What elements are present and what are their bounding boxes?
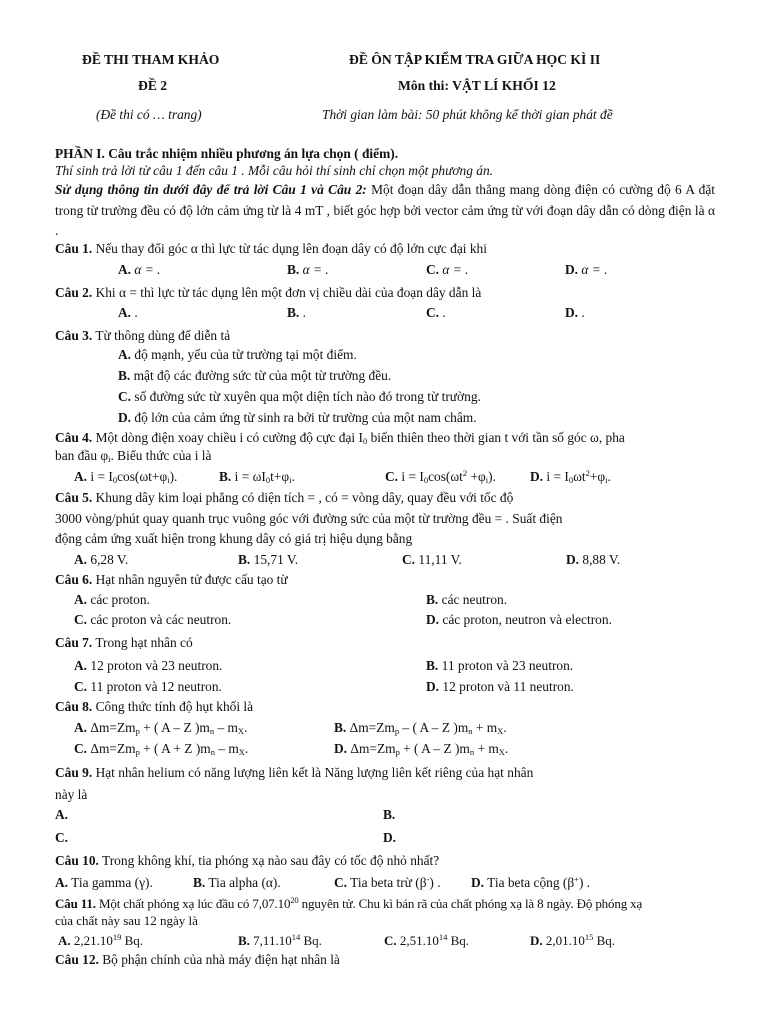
question-text: Công thức tính độ hụt khối là [92,699,254,714]
q7-option-b [426,658,573,674]
q7-option-d [426,679,574,695]
q4-option-b: B. $i = \omega I_0t+\varphi_i$. [219,469,295,485]
q3-option-d [118,410,477,426]
question-text: Khi α = thì lực từ tác dụng lên một đơn vị chiều dài của đoạn dây dẫn là [92,285,482,300]
q4-option-c: C. $i = I_0\cos(\omega t^2 +\varphi_i)$. [385,468,496,485]
option-label: B. [426,658,439,673]
q1-option-a [118,262,161,278]
question-text: Bộ phận chính của nhà máy điện hạt nhân là [98,952,340,967]
q8-option-b: B. $\Delta m=Zm_p$ – ( A – Z )$m_n + m_X$. [334,720,507,736]
q8-option-a: A. $\Delta m=Zm_p$ + ( A – Z )$m_n - m_X$. [74,720,248,736]
q3-option-c [118,389,481,405]
q10-option-b [193,875,281,891]
q3-option-b [118,368,391,384]
option-label: C. [334,875,348,890]
option-text: các proton, neutron và electron. [439,612,612,627]
q6-option-b [426,592,507,608]
question-label: Câu 3. [55,328,93,343]
option-text: α = . [134,262,161,277]
option-label: A. [74,658,88,673]
question-5-cont: 3000 vòng/phút quay quanh trục vuông góc với đường sức của một từ trường đều = . Suất điện [55,511,563,526]
option-label: D. [530,933,543,948]
option-text: Tia alpha (α). [205,875,281,890]
question-text: nguyên tử. Chu kì bán rã của chất phóng xạ là 8 ngày. Độ phóng xạ [298,896,643,911]
option-label: A. [74,552,88,567]
option-label: C. [384,933,397,948]
superscript: 19 [112,932,122,942]
question-text: . Biểu thức của i là [110,448,212,463]
option-text: Bq. [593,933,616,948]
option-label: C. [118,389,132,404]
question-text: Trong hạt nhân có [92,635,193,650]
question-9 [55,765,533,781]
question-label: Câu 5. [55,490,93,505]
option-label: A. [55,875,69,890]
option-label: A. [118,262,132,277]
superscript: 14 [291,932,301,942]
option-text: 12 proton và 11 neutron. [439,679,574,694]
q1-option-d [565,262,608,278]
question-text: Hạt nhân helium có năng lượng liên kết là Năng lượng liên kết riêng của hạt nhân [92,765,534,780]
question-text: Khung dây kim loại phẳng có diện tích = , có = vòng dây, quay đều với tốc độ [92,490,514,505]
question-8 [55,699,253,715]
option-text: Tia beta cộng (β [484,875,575,890]
option-text: ) . [578,875,591,890]
option-label: C. [74,679,88,694]
option-text: 11 proton và 23 neutron. [438,658,574,673]
option-text: mật độ các đường sức từ của một từ trường đều. [130,368,392,383]
option-text: . [131,305,138,320]
question-label: Câu 4. [55,430,93,445]
option-text: ) . [429,875,441,890]
option-label: D. [565,305,579,320]
question-text: Hạt nhân nguyên tử được cấu tạo từ [92,572,288,587]
q6-option-d [426,612,612,628]
option-label: A. [118,305,132,320]
part1-instruction: Thí sinh trả lời từ câu 1 đến câu 1 . Mỗi câu hỏi thí sinh chỉ chọn một phương án. [55,163,494,178]
q11-option-d [530,933,615,949]
question-label: Câu 9. [55,765,93,780]
option-label: B. [118,368,131,383]
q10-option-a [55,875,153,891]
q9-option-b: B. [383,807,396,822]
question-text: Nếu thay đổi góc α thì lực từ tác dụng lên đoạn dây có độ lớn cực đại khi [92,241,487,256]
option-text: . [299,305,306,320]
q6-option-c [74,612,231,628]
option-label: B. [334,720,347,735]
q3-option-a [118,347,357,363]
question-label: Câu 8. [55,699,93,714]
option-text: 12 proton và 23 neutron. [87,658,223,673]
q9-option-a: A. [55,807,69,822]
question-text: Trong không khí, tia phóng xạ nào sau đây có tốc độ nhỏ nhất? [98,853,440,868]
subscript: i [108,454,111,464]
option-label: C. [74,612,88,627]
option-text: Tia gamma (γ). [68,875,153,890]
shared-context-text: Một đoạn dây dẫn thẳng mang dòng điện có cường độ 6 A đặt trong từ trường đều có độ lớn cảm ứng từ là 4 mT , biết góc hợp bởi vector cảm ứng từ với đoạn dây dẫn có dòng điện là α . [55,182,716,238]
superscript: 20 [290,895,299,905]
option-label: D. [426,612,440,627]
q7-option-c [74,679,222,695]
subscript: 0 [362,436,368,446]
question-text: biến thiên theo thời gian t với tần số góc ω, pha [367,430,625,445]
q7-option-a [74,658,222,674]
option-label: B. [219,469,232,484]
option-label: D. [334,741,348,756]
superscript: 14 [438,932,448,942]
option-label: B. [287,262,300,277]
question-2 [55,285,481,301]
q11-option-b [238,933,322,949]
option-label: A. [74,469,88,484]
option-text: α = . [302,262,329,277]
question-5 [55,490,513,506]
option-label: C. [426,305,440,320]
question-11 [55,896,642,912]
question-5-cont2: động cảm ứng xuất hiện trong khung dây có giá trị hiệu dụng bằng [55,531,413,546]
superscript: + [574,874,579,884]
q4-option-d: D. $i = I_0\omega t^2+\varphi_i$. [530,468,611,485]
question-label: Câu 1. [55,241,93,256]
superscript: 15 [584,932,594,942]
option-text: 2,21.10 [70,933,113,948]
option-text: Bq. [447,933,470,948]
q5-option-b [238,552,298,568]
option-text: số đường sức từ xuyên qua một diện tích nào đó trong từ trường. [131,389,481,404]
exam-type: ĐỀ THI THAM KHẢO [82,52,220,67]
option-label: A. [74,592,88,607]
option-text: . [578,305,585,320]
option-text: 6,28 V. [87,552,129,567]
q2-option-b [287,305,306,321]
option-text: độ lớn của cảm ứng từ sinh ra bởi từ trường của một nam châm. [131,410,477,425]
q8-option-d: D. $\Delta m=Zm_p$ + ( A – Z )$m_n + m_X$. [334,741,509,757]
option-label: D. [426,679,440,694]
shared-context-lead: Sử dụng thông tin dưới đây để trả lời Câu 1 và Câu 2: [55,182,367,197]
question-7 [55,635,193,651]
q9-option-d: D. [383,830,397,845]
option-text: các proton và các neutron. [87,612,232,627]
option-label: B. [426,592,439,607]
question-4 [55,430,625,446]
question-12 [55,952,340,968]
question-text: ban đầu φ [55,448,109,463]
q6-option-a [74,592,150,608]
option-text: 15,71 V. [250,552,299,567]
option-text: 11,11 V. [415,552,462,567]
question-6 [55,572,288,588]
q5-option-d [566,552,620,568]
shared-context [55,180,715,242]
q4-option-a: A. $i = I_0\cos(\omega t+\varphi_i)$. [74,469,178,485]
q5-option-c [402,552,462,568]
question-label: Câu 7. [55,635,93,650]
question-3 [55,328,230,344]
q8-option-c: C. $\Delta m=Zm_p$ + ( A + Z )$m_n - m_X$. [74,741,249,757]
q1-option-c [426,262,469,278]
option-text: Tia beta trừ (β [347,875,427,890]
question-9-cont: này là [55,787,88,802]
option-text: α = . [581,262,608,277]
question-label: Câu 11. [55,896,96,911]
option-text: 11 proton và 12 neutron. [87,679,222,694]
option-text: độ mạnh, yếu của từ trường tại một điểm. [131,347,357,362]
page-count: (Đề thi có … trang) [96,107,202,122]
option-label: C. [402,552,416,567]
option-text: 2,51.10 [396,933,439,948]
q11-option-a [58,933,143,949]
option-label: A. [74,720,88,735]
option-label: B. [287,305,300,320]
option-text: 2,01.10 [542,933,585,948]
option-text: 8,88 V. [579,552,621,567]
time-limit: Thời gian làm bài: 50 phút không kể thời gian phát đề [322,107,613,122]
option-text: Bq. [300,933,322,948]
option-label: C. [385,469,399,484]
option-label: B. [193,875,206,890]
question-4-cont [55,448,211,464]
exam-title: ĐỀ ÔN TẬP KIỂM TRA GIỮA HỌC KÌ II [349,52,601,67]
option-label: B. [238,552,251,567]
option-text: . [439,305,446,320]
option-text: α = . [442,262,469,277]
question-label: Câu 10. [55,853,99,868]
q11-option-c [384,933,469,949]
part1-title: PHẦN I. Câu trắc nhiệm nhiều phương án lựa chọn ( điểm). [55,146,399,161]
question-label: Câu 6. [55,572,93,587]
q9-option-c: C. [55,830,69,845]
exam-code: ĐỀ 2 [138,78,168,93]
question-10 [55,853,439,869]
option-text: các proton. [87,592,150,607]
question-label: Câu 2. [55,285,93,300]
question-1 [55,241,487,257]
option-text: Bq. [121,933,144,948]
q2-option-d [565,305,585,321]
q2-option-a [118,305,138,321]
option-label: D. [566,552,580,567]
q2-option-c [426,305,446,321]
option-label: B. [238,933,250,948]
option-label: C. [74,741,88,756]
option-text: 7,11.10 [249,933,292,948]
q1-option-b [287,262,329,278]
option-label: D. [565,262,579,277]
question-text: Một chất phóng xạ lúc đầu có 7,07.10 [95,896,291,911]
option-label: A. [58,933,71,948]
option-text: các neutron. [438,592,508,607]
option-label: D. [530,469,544,484]
question-text: Từ thông dùng để diễn tả [92,328,231,343]
q10-option-c [334,875,441,891]
question-11-cont: của chất này sau 12 ngày là [55,913,198,928]
option-label: A. [118,347,132,362]
option-label: D. [118,410,132,425]
subject-line: Môn thi: VẬT LÍ KHỐI 12 [398,78,556,93]
superscript: - [426,874,430,884]
option-label: C. [426,262,440,277]
option-label: D. [471,875,485,890]
question-text: Một dòng điện xoay chiều i có cường độ cực đại I [92,430,363,445]
q5-option-a [74,552,128,568]
q10-option-d [471,875,590,891]
question-label: Câu 12. [55,952,99,967]
